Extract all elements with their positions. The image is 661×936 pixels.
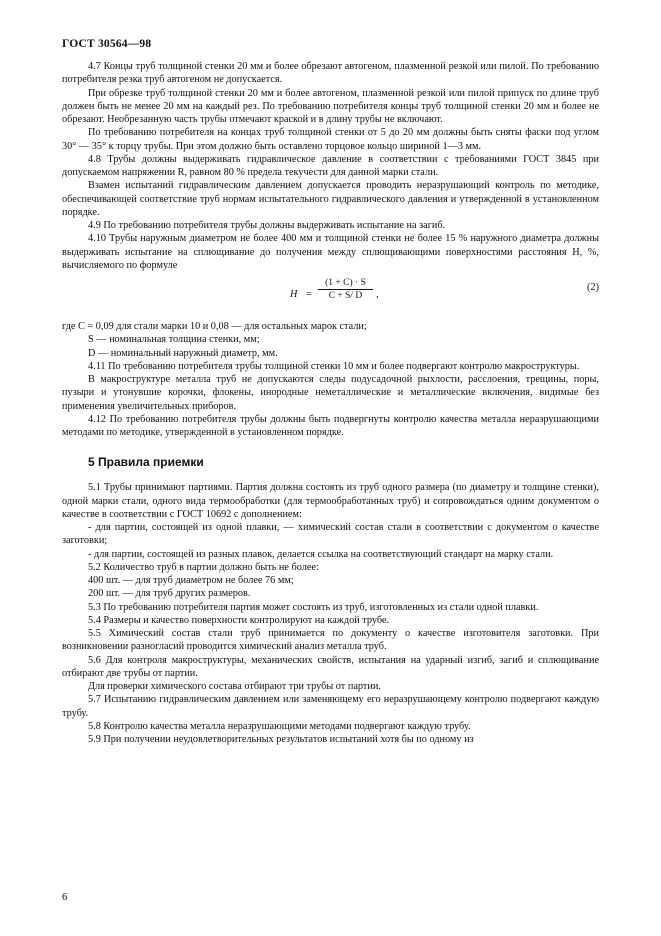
paragraph-chem-check: Для проверки химического состава отбирают три трубы от партии. xyxy=(88,681,381,692)
formula-lhs: H xyxy=(290,289,298,300)
paragraph-5-1: 5.1 Трубы принимают партиями. Партия должна состоять из труб одного размера (по диаметру и толщине стенки), одной марки стали, одного вида термообработки (для термообработанных труб) и сопровождаться одним документом о качестве в соответствии с ГОСТ 10692 с дополнением: xyxy=(62,482,599,520)
formula-equals: = xyxy=(306,289,312,300)
paragraph-4-10: 4.10 Трубы наружным диаметром не более 400 мм и толщиной стенки не более 15 % наружного диаметра должны выдерживать испытание на сплющивание до получения между сплющивающими поверхностями расстояния H, %, вычисляемого по формуле xyxy=(62,233,599,271)
list-item-400: 400 шт. — для труб диаметром не более 76 мм; xyxy=(88,575,294,586)
formula-numerator: (1 + C) · S xyxy=(318,278,373,290)
where-line-c: где C = 0,09 для стали марки 10 и 0,08 — для остальных марок стали; xyxy=(62,321,367,332)
paragraph-4-11: 4.11 По требованию потребителя трубы толщиной стенки 10 мм и более подвергают контролю макроструктуры. xyxy=(88,360,580,372)
formula-fraction xyxy=(318,278,373,301)
paragraph-5-6: 5.6 Для контроля макроструктуры, механических свойств, испытания на ударный изгиб, загиб и сплющивание отбирают две трубы от партии. xyxy=(62,654,599,679)
paragraph-5-8: 5.8 Контролю качества металла неразрушающими методами подвергают каждую трубу. xyxy=(88,720,471,732)
paragraph-5-3: 5.3 По требованию потребителя партия может состоять из труб, изготовленных из стали одной плавки. xyxy=(88,601,539,613)
formula-number: (2) xyxy=(587,282,599,293)
where-line-s: S — номинальная толщина стенки, мм; xyxy=(88,334,260,346)
paragraph-4-8: 4.8 Трубы должны выдерживать гидравлическое давление в соответствии с требованиями ГОСТ 3845 при допускаемом напряжении R, равном 80 % предела текучести для данной марки стали. xyxy=(62,153,599,178)
paragraph-chamfer: По требованию потребителя на концах труб толщиной стенки от 5 до 20 мм должны быть сняты фаски под углом 30° — 35° к торцу трубы. При этом должно быть оставлено торцовое кольцо шириной 1—3 мм. xyxy=(62,127,599,152)
paragraph-4-9: 4.9 По требованию потребителя трубы должны выдерживать испытание на загиб. xyxy=(88,220,446,231)
document-page xyxy=(62,38,599,746)
paragraph-4-7: 4.7 Концы труб толщиной стенки 20 мм и более обрезают автогеном, плазменной резкой или пилой. По требованию потребителя резка труб автогеном не допускается. xyxy=(62,61,599,86)
paragraph-5-7: 5.7 Испытанию гидравлическим давлением или заменяющему его неразрушающему контролю подвергают каждую трубу. xyxy=(62,694,599,719)
where-line-d: D — номинальный наружный диаметр, мм. xyxy=(88,347,278,359)
paragraph-4-12: 4.12 По требованию потребителя трубы должны быть подвергнуты контролю качества металла неразрушающими методами по методике, утвержденной в установленном порядке. xyxy=(62,413,599,438)
paragraph-5-2: 5.2 Количество труб в партии должно быть не более: xyxy=(88,561,319,573)
document-header: ГОСТ 30564—98 xyxy=(62,38,152,50)
formula-denominator: C + S/ D xyxy=(328,291,363,301)
paragraph-5-9: 5.9 При получении неудовлетворительных результатов испытаний хотя бы по одному из xyxy=(88,734,474,745)
paragraph-cut-allowance: При обрезке труб толщиной стенки 20 мм и более автогеном, плазменной резкой или пилой припуск по длине труб должен быть не менее 20 мм на каждый рез. По требованию потребителя концы труб толщиной стенки 20 мм и более не обрезают. Необрезанную часть трубы отмечают краской и в длину трубы не включают. xyxy=(62,87,599,125)
paragraph-macrostructure: В макроструктуре металла труб не допускаются следы подусадочной рыхлости, расслоения, трещины, поры, пузыри и утонувшие корочки, флокены, инородные неметаллические и металлические включения, видимые без применения увеличительных приборов. xyxy=(62,374,599,412)
page-number: 6 xyxy=(62,892,68,903)
formula-2 xyxy=(62,278,599,316)
list-item-single-melt: - для партии, состоящей из одной плавки, — химический состав стали в соответствии с документом о качестве заготовки; xyxy=(62,522,599,547)
paragraph-5-5: 5.5 Химический состав стали труб принимается по документу о качестве изготовителя заготовки. При возникновении разногласий проводится химический анализ металла труб. xyxy=(62,628,599,653)
paragraph-5-4: 5.4 Размеры и качество поверхности контролируют на каждой трубе. xyxy=(88,614,390,626)
list-item-multi-melt: - для партии, состоящей из разных плавок, делается ссылка на соответствующий стандарт на марку стали. xyxy=(88,548,554,560)
paragraph-nondestructive-alt: Взамен испытаний гидравлическим давлением допускается проводить неразрушающий контроль по методике, обеспечивающей соответствие труб нормам испытательного гидравлического давления и утвержденной в установленном порядке. xyxy=(62,180,599,218)
formula-comma: , xyxy=(376,289,379,300)
list-item-200: 200 шт. — для труб других размеров. xyxy=(88,588,251,600)
section-title: 5 Правила приемки xyxy=(88,455,204,470)
